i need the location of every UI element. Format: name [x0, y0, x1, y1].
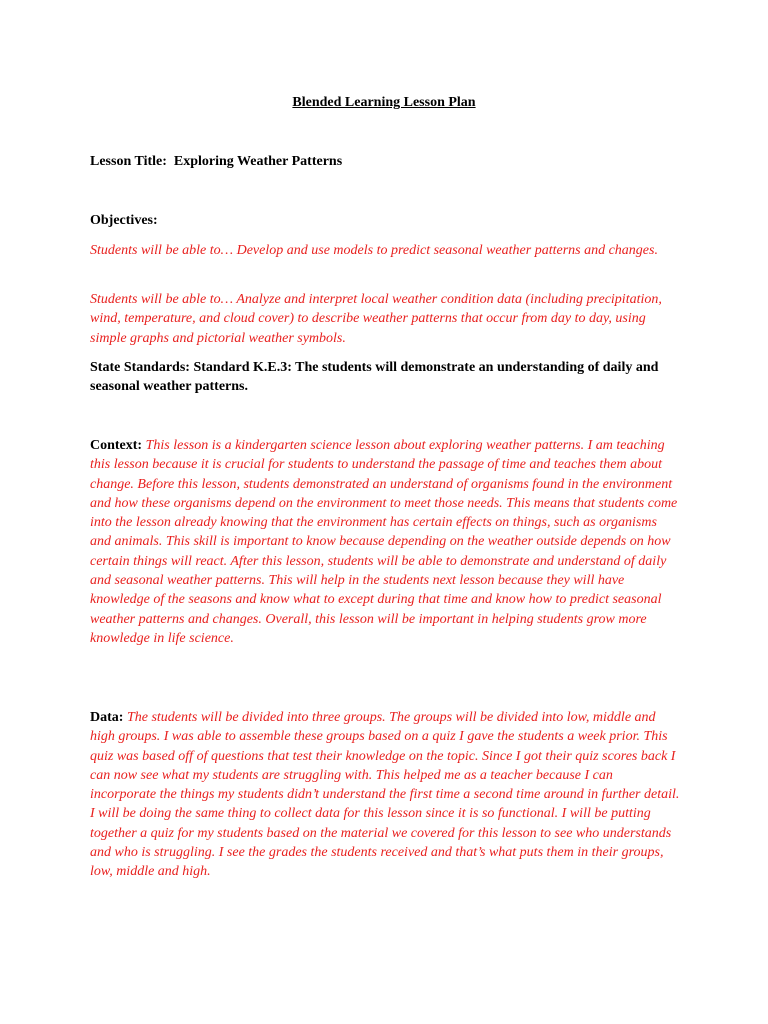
data-text: The students will be divided into three groups. The groups will be divided into low, middle and high groups. I was able to assemble these groups based on a quiz I gave the students a week prior. This quiz was based off of questions that test their knowledge on the topic. Since I got their quiz scores back I can now see what my students are struggling with. This helped me as a teacher because I can incorporate the things my students didn’t understand the first time a second time around in further detail. I will be doing the same thing to collect data for this lesson since it is so functional. I will be putting together a quiz for my students based on the material we covered for this lesson to see who understands and who is struggling. I see the grades the students received and that’s what puts them in their groups, low, middle and high. — [90, 710, 680, 880]
lesson-title-label: Lesson Title: — [90, 154, 167, 169]
document-title: Blended Learning Lesson Plan — [292, 95, 476, 110]
context-label: Context: — [90, 438, 143, 453]
data-paragraph — [90, 708, 680, 882]
context-paragraph — [90, 436, 680, 648]
context-text: This lesson is a kindergarten science lesson about exploring weather patterns. I am teaching this lesson because it is crucial for students to understand the passage of time and teaches them about change. Before this lesson, students demonstrated an understand of organisms found in the environment and how these organisms depend on the environment to meet those needs. This means that students come into the lesson already knowing that the environment has certain effects on things, such as organisms and animals. This skill is important to know because depending on the weather outside depends on how certain things will react. After this lesson, students will be able to demonstrate and understand of daily and seasonal weather patterns. This will help in the students next lesson because they will have knowledge of the seasons and know what to except during that time and know how to predict seasonal weather patterns and changes. Overall, this lesson will be important in helping students grow more knowledge in life science. — [90, 438, 678, 646]
objective-item: Students will be able to… Develop and use models to predict seasonal weather patterns and changes. — [90, 243, 658, 258]
objectives-heading: Objectives: — [90, 213, 158, 228]
objective-item: Students will be able to… Analyze and interpret local weather condition data (including precipitation, wind, temperature, and cloud cover) to describe weather patterns that occur from day to day, using simple graphs and pictorial weather symbols. — [90, 292, 662, 346]
lesson-title-value: Exploring Weather Patterns — [173, 154, 343, 169]
data-label: Data: — [90, 710, 124, 725]
lesson-title-line — [90, 152, 680, 171]
state-standards: State Standards: Standard K.E.3: The students will demonstrate an understanding of daily and seasonal weather patterns. — [90, 360, 659, 395]
